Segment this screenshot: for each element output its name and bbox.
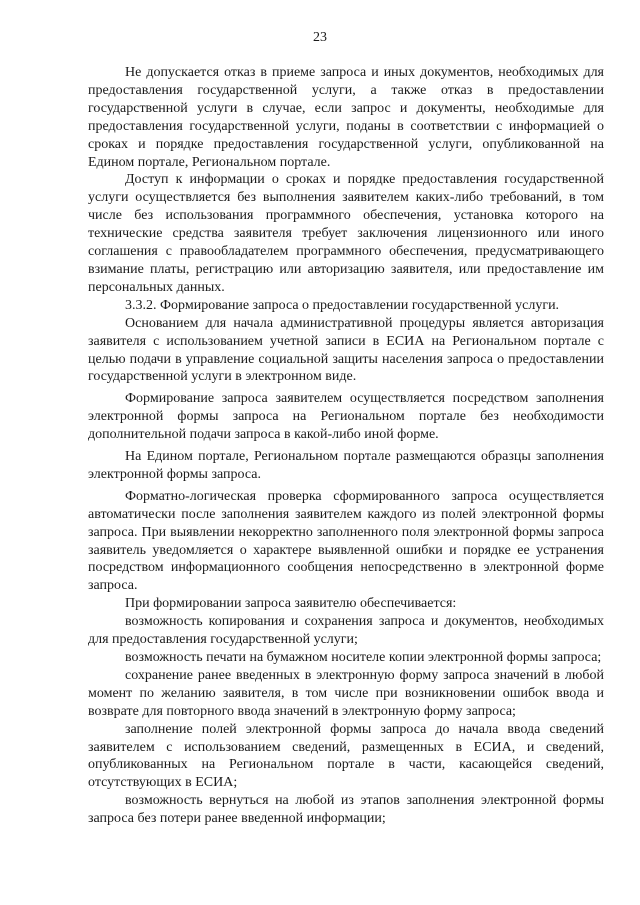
paragraph-provided-features: При формировании запроса заявителю обеспечивается: [125, 596, 457, 612]
paragraph-refusal-prohibited: Не допускается отказ в приеме запроса и иных документов, необходимых для предоставления государственной услуги, а также отказ в предоставлении государственной услуги в случае, если запрос и документы, необходимые для предоставления государственной услуги, поданы в соответствии с информацией о сроках и порядке предоставления государственной услуги, опубликованной на Едином портале, Региональном портале. [88, 65, 604, 170]
section-heading-3-3-2: 3.3.2. Формирование запроса о предоставлении государственной услуги. [125, 297, 560, 313]
paragraph-procedure-basis: Основанием для начала административной процедуры является авторизация заявителя с использованием учетной записи в ЕСИА на Региональном портале с целью подачи в управление социальной защиты населения запроса о предоставлении государственной услуги в электронном виде. [88, 315, 604, 385]
paragraph-format-check: Форматно-логическая проверка сформированного запроса осуществляется автоматически после заполнения заявителем каждого из полей электронной формы запроса. При выявлении некорректно заполненного поля электронной формы запроса заявитель уведомляется о характере выявленной ошибки и порядке ее устранения посредством информационного сообщения непосредственно в электронной форме запроса. [88, 488, 604, 594]
page-number: 23 [313, 30, 327, 45]
paragraph-form-samples: На Едином портале, Региональном портале размещаются образцы заполнения электронной формы запроса. [88, 449, 604, 482]
list-item-return-step: возможность вернуться на любой из этапов заполнения электронной формы запроса без потери ранее введенной информации; [88, 793, 604, 827]
list-item-print: возможность печати на бумажном носителе копии электронной формы запроса; [125, 650, 602, 665]
list-item-save-values: сохранение ранее введенных в электронную форму запроса значений в любой момент по желанию заявителя, в том числе при возникновении ошибок ввода и возврате для повторного ввода значений в электронную форму запроса; [88, 667, 604, 719]
paragraph-information-access: Доступ к информации о сроках и порядке предоставления государственной услуги осуществляется без выполнения заявителем каких-либо требований, в том числе без использования программного обеспечения, установка которого на технические средства заявителя требует заключения лицензионного или иного соглашения с правообладателем программного обеспечения, предусматривающего взимание платы, регистрацию или авторизацию заявителя, или предоставление им персональных данных. [88, 172, 604, 295]
list-item-copy-save: возможность копирования и сохранения запроса и документов, необходимых для предоставления государственной услуги; [88, 614, 604, 648]
paragraph-request-formation: Формирование запроса заявителем осуществляется посредством заполнения электронной формы запроса на Региональном портале без необходимости дополнительной подачи запроса в какой-либо иной форме. [88, 391, 604, 443]
document-body [88, 64, 604, 828]
list-item-prefill: заполнение полей электронной формы запроса до начала ввода сведений заявителем с использованием сведений, размещенных в ЕСИА, и сведений, опубликованных на Региональном портале в части, касающейся сведений, отсутствующих в ЕСИА; [88, 721, 604, 791]
